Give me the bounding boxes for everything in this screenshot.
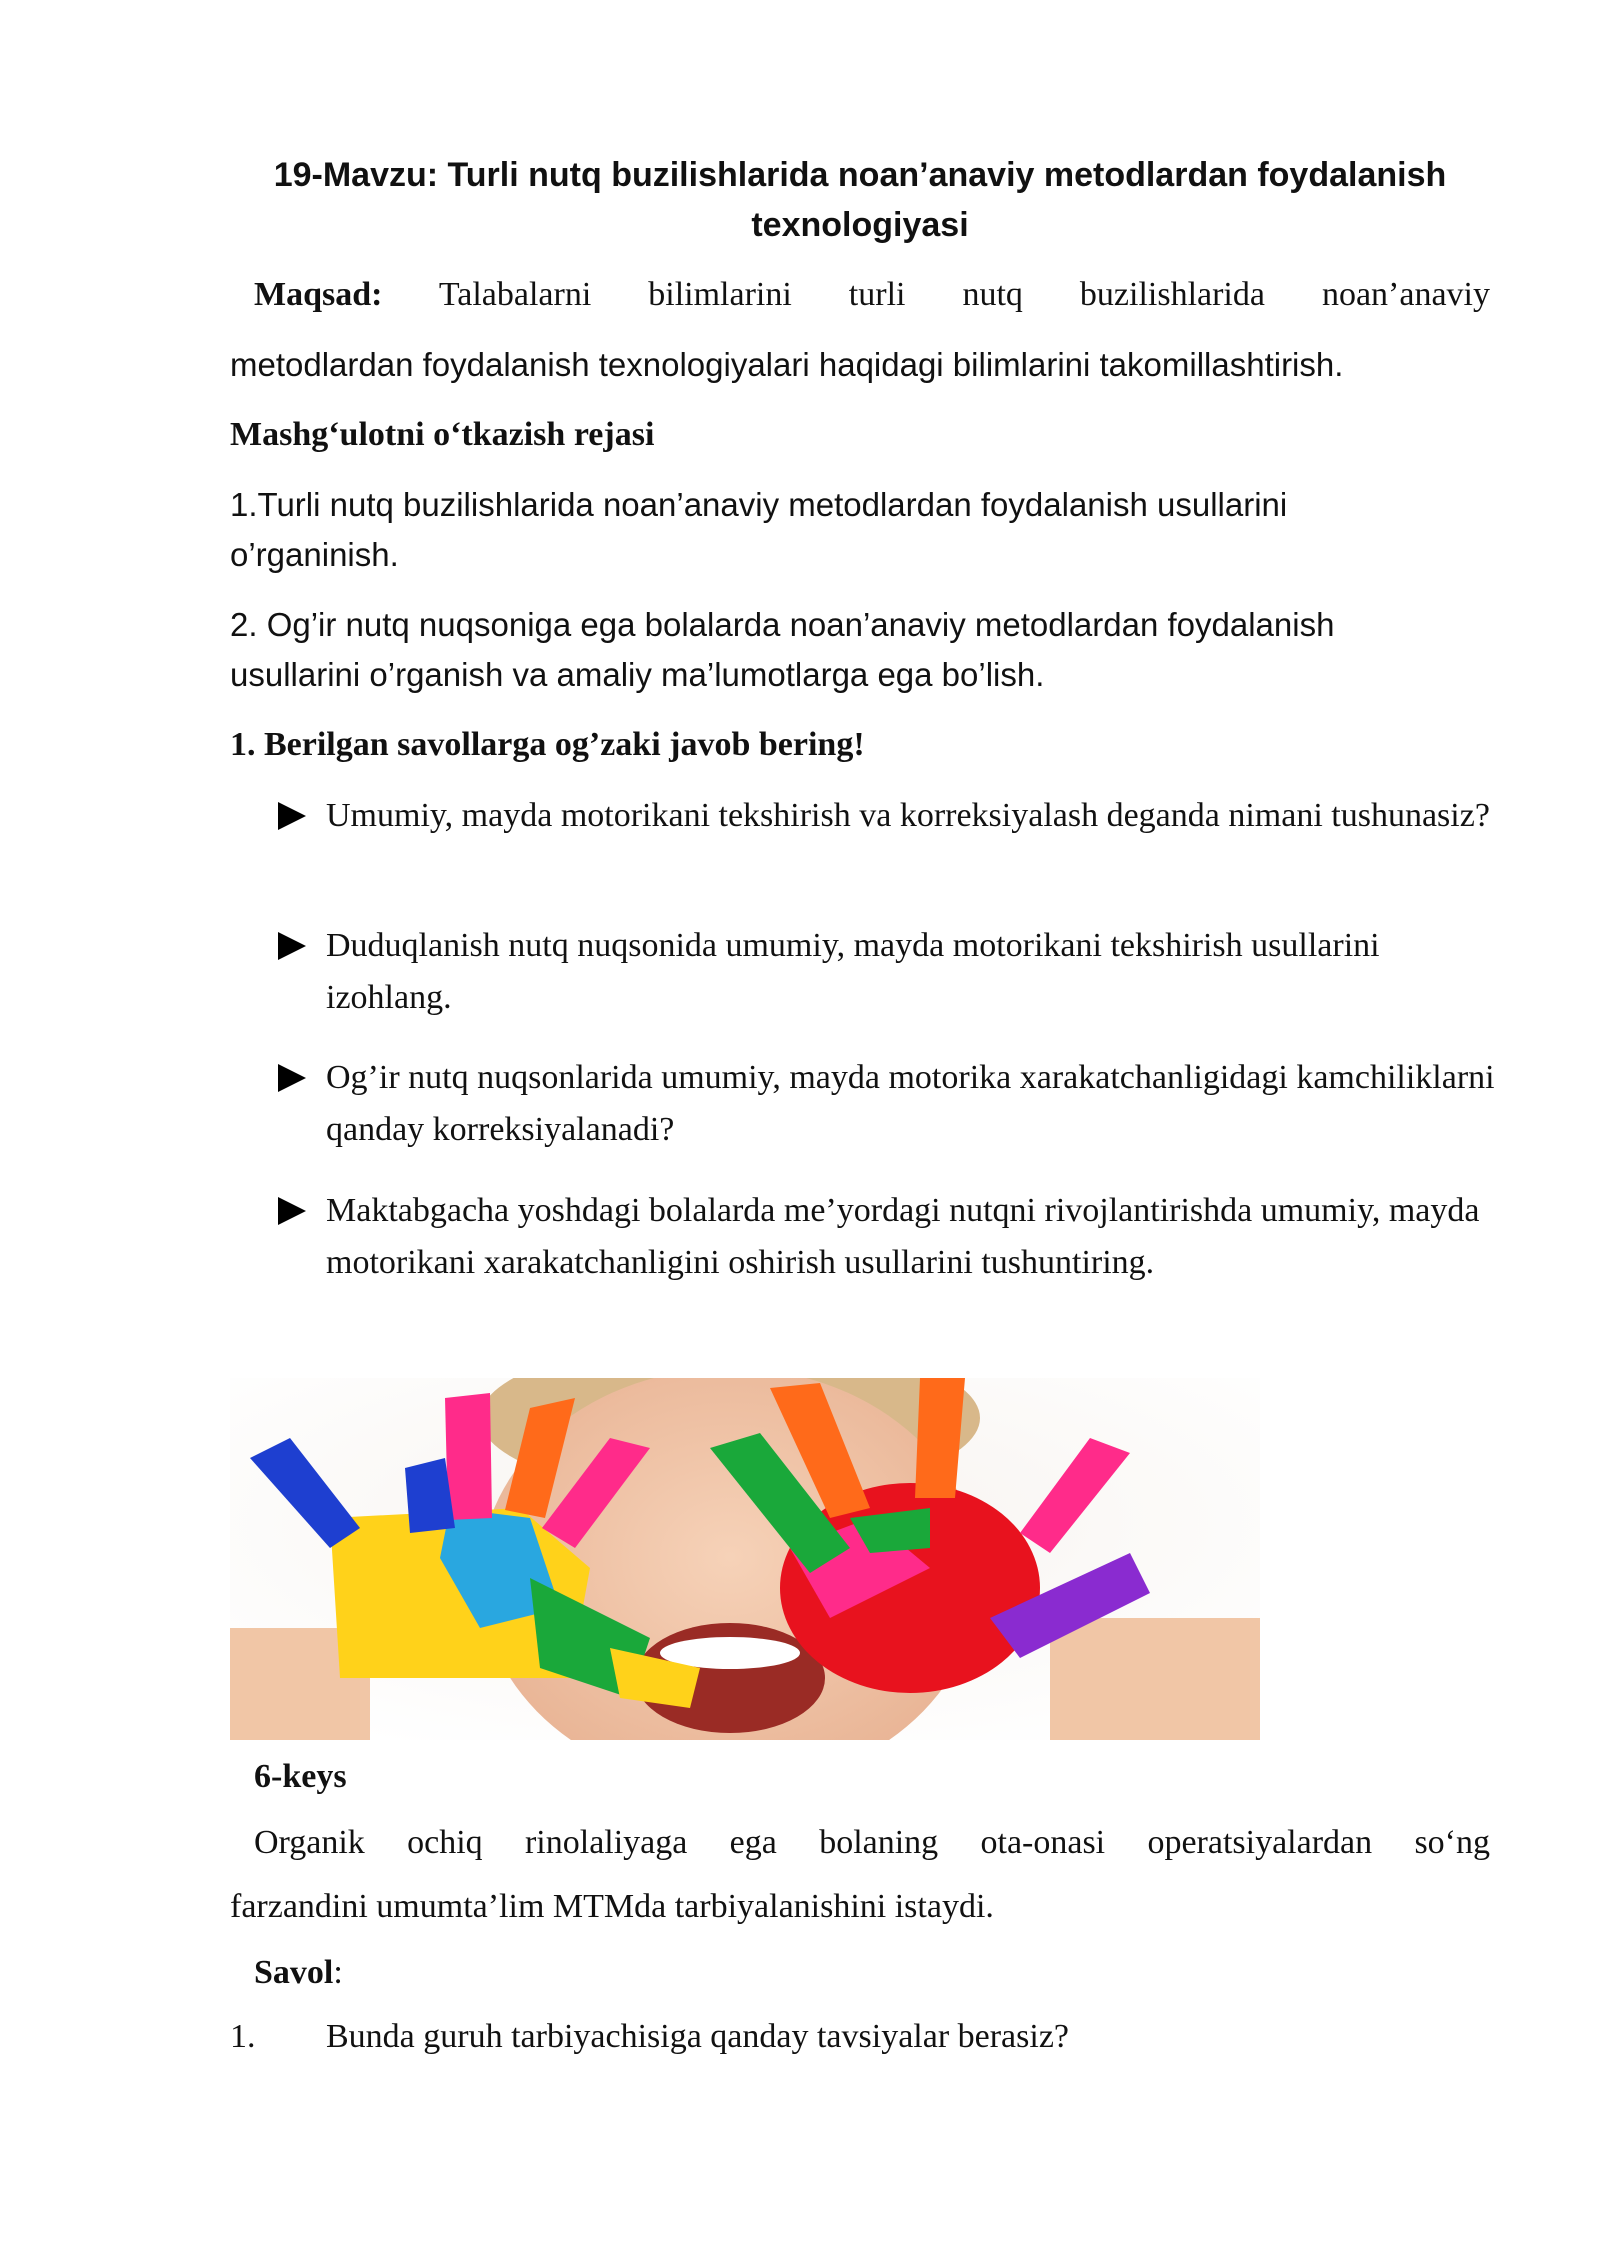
questions-heading: 1. Berilgan savollarga og’zaki javob bering! (230, 726, 865, 763)
question-label-line: Savol: (254, 1954, 343, 1991)
case-question-number: 1. (230, 2018, 256, 2055)
bullet-arrow-icon (278, 1197, 306, 1225)
goal-line-1 (254, 270, 1490, 320)
goal-text-1: Talabalarni bilimlarini turli nutq buzilishlarida noan’anaviy (438, 276, 1490, 313)
goal-label: Maqsad: (254, 276, 383, 313)
case-question-text: Bunda guruh tarbiyachisiga qanday tavsiyalar berasiz? (326, 2018, 1070, 2055)
case-text-2: farzandini umumta’lim MTMda tarbiyalanishini istaydi. (230, 1888, 994, 1925)
question-item: Maktabgacha yoshdagi bolalarda me’yordagi nutqni rivojlantirishda umumiy, mayda motorikani xarakatchanligini oshirish usullarini tushuntiring. (278, 1185, 1478, 1355)
question-item: Umumiy, mayda motorikani tekshirish va korreksiyalash deganda nimani tushunasiz? (278, 790, 1478, 900)
question-label: Savol (254, 1954, 334, 1991)
bullet-arrow-icon (278, 802, 306, 830)
question-item: Og’ir nutq nuqsonlarida umumiy, mayda motorika xarakatchanligidagi kamchiliklarni qanday korreksiyalanadi? (278, 1052, 1478, 1162)
painted-hands-photo (230, 1378, 1260, 1740)
plan-item-1: 1.Turli nutq buzilishlarida noan’anaviy metodlardan foydalanish usullarini o’rganinish. (230, 486, 1288, 573)
goal-line-2: metodlardan foydalanish texnologiyalari haqidagi bilimlarini takomillashtirish. (230, 346, 1344, 383)
bullet-arrow-icon (278, 932, 306, 960)
case-text-1: Organik ochiq rinolaliyaga ega bolaning ota-onasi operatsiyalardan so‘ng (254, 1824, 1490, 1861)
question-item: Duduqlanish nutq nuqsonida umumiy, mayda motorikani tekshirish usullarini izohlang. (278, 920, 1478, 1030)
plan-heading: Mashg‘ulotni o‘tkazish rejasi (230, 416, 655, 453)
bullet-arrow-icon (278, 1064, 306, 1092)
plan-item-2: 2. Og’ir nutq nuqsoniga ega bolalarda noan’anaviy metodlardan foydalanish usullarini o’rganish va amaliy ma’lumotlarga ega bo’lish. (230, 606, 1335, 693)
case-heading: 6-keys (254, 1758, 347, 1795)
page-title: 19-Mavzu: Turli nutq buzilishlarida noan’anaviy metodlardan foydalanish texnologiyasi (273, 156, 1447, 244)
painted-hands-illustration (230, 1378, 1260, 1740)
